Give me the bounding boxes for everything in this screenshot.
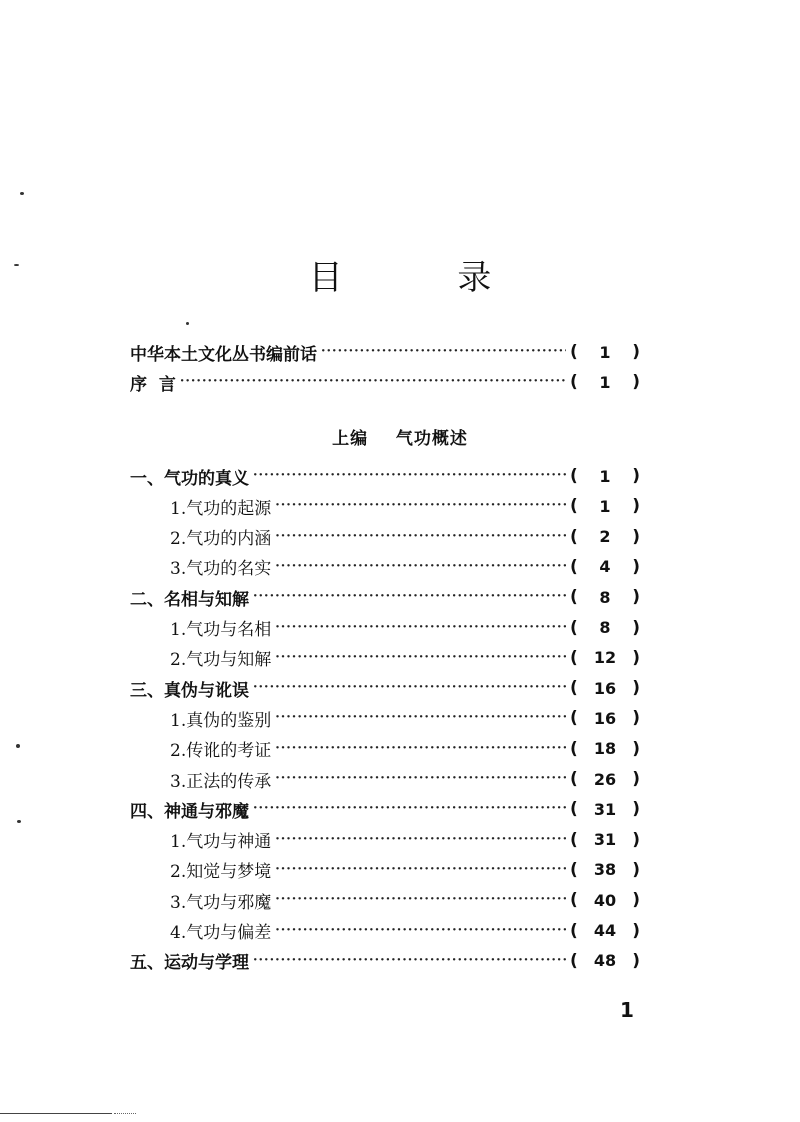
toc-entry-label: 2.气功的内涵 [170, 529, 272, 550]
page-number: 31 [593, 830, 617, 850]
toc-entry-label: 2.知觉与梦境 [170, 862, 272, 883]
dot-leader [275, 855, 566, 885]
paren-open: ( [570, 678, 578, 699]
scan-speck [14, 264, 19, 266]
toc-section-row [170, 734, 640, 764]
toc-entry-label: 三、真伪与讹误 [130, 680, 249, 701]
toc-section-row [170, 491, 640, 521]
toc-entry-label: 二、名相与知解 [130, 589, 249, 610]
toc-chapter-row [130, 794, 640, 824]
paren-close: ) [632, 799, 640, 820]
toc-chapter-row [130, 946, 640, 976]
toc-entry-label: 1.真伪的鉴别 [170, 710, 272, 731]
paren-open: ( [570, 799, 578, 820]
paren-open: ( [570, 829, 578, 850]
scan-speck [20, 192, 24, 195]
toc-chapter-row [130, 582, 640, 612]
dot-leader [275, 764, 566, 794]
toc-entry-page [570, 921, 640, 941]
dot-leader [180, 367, 566, 397]
paren-close: ) [632, 829, 640, 850]
toc-section-row [170, 552, 640, 582]
dot-leader [253, 794, 566, 824]
page-number: 1 [599, 342, 611, 362]
page-title: 目 录 [308, 258, 544, 298]
dot-leader [275, 491, 566, 521]
paren-close: ) [632, 950, 640, 971]
paren-close: ) [632, 890, 640, 911]
page-number: 2 [599, 527, 611, 547]
paren-open: ( [570, 890, 578, 911]
page-number: 16 [593, 708, 617, 728]
toc-entry-page [570, 648, 640, 668]
page-number: 12 [593, 648, 617, 668]
paren-close: ) [632, 496, 640, 517]
scan-speck [186, 322, 189, 325]
page-number: 18 [593, 739, 617, 759]
toc-front-matter-row [130, 367, 640, 397]
paren-close: ) [632, 372, 640, 392]
toc-section-row [170, 703, 640, 733]
toc-entry-page [570, 708, 640, 728]
toc-entry-label: 3.气功的名实 [170, 559, 272, 580]
page-number: 8 [599, 618, 611, 637]
footer-rule [0, 1113, 112, 1114]
toc-chapter-row [130, 461, 640, 491]
part-heading [0, 424, 800, 449]
page-number: 44 [593, 921, 617, 940]
paren-open: ( [570, 769, 578, 789]
paren-open: ( [570, 372, 578, 392]
paren-open: ( [570, 496, 578, 517]
dot-leader [275, 552, 566, 582]
paren-open: ( [570, 859, 578, 880]
toc-entry-page [570, 466, 640, 486]
paren-open: ( [570, 738, 578, 759]
dot-leader [275, 643, 566, 673]
paren-close: ) [632, 466, 640, 486]
paren-close: ) [632, 587, 640, 608]
toc-section-row [170, 764, 640, 794]
toc-entry-label: 2.传讹的考证 [170, 741, 272, 762]
paren-close: ) [632, 342, 640, 362]
toc-section-row [170, 885, 640, 915]
paren-close: ) [632, 920, 640, 941]
paren-close: ) [632, 859, 640, 880]
part-name: 气功概述 [395, 429, 468, 449]
paren-close: ) [632, 738, 640, 759]
toc-section-row [170, 613, 640, 643]
toc-entry-page [570, 372, 640, 392]
scan-speck [16, 744, 20, 748]
paren-open: ( [570, 617, 578, 638]
page-number: 1 [599, 372, 611, 392]
page-number: 1 [599, 466, 611, 486]
toc-entry-page [570, 739, 640, 759]
toc-entry-page [570, 557, 640, 577]
paren-open: ( [570, 708, 578, 729]
dot-leader [275, 613, 566, 643]
toc-entry-page [570, 951, 640, 971]
paren-close: ) [632, 556, 640, 577]
part-label: 上编 [332, 429, 369, 449]
page-number: 8 [599, 587, 611, 607]
toc-entry-label: 序 言 [130, 374, 176, 395]
dot-leader [275, 825, 566, 855]
toc-section-row [170, 916, 640, 946]
dot-leader [275, 522, 566, 552]
paren-close: ) [632, 678, 640, 699]
paren-close: ) [632, 708, 640, 729]
paren-open: ( [570, 556, 578, 577]
toc-chapter-row [130, 673, 640, 703]
footer-rule-dash [114, 1113, 136, 1115]
toc-entry-page [570, 890, 640, 910]
page-number: 38 [593, 860, 617, 880]
toc-entry-page [570, 527, 640, 547]
toc-front-matter-row [130, 337, 640, 367]
dot-leader [321, 337, 566, 367]
paren-open: ( [570, 647, 578, 668]
dot-leader [275, 703, 566, 733]
toc-entry-label: 1.气功与神通 [170, 832, 272, 853]
paren-close: ) [632, 526, 640, 547]
toc-entry-label: 1.气功的起源 [170, 498, 272, 519]
paren-open: ( [570, 587, 578, 608]
dot-leader [253, 946, 566, 976]
toc-section-row [170, 825, 640, 855]
dot-leader [253, 461, 566, 491]
toc-entry-label: 3.正法的传承 [170, 771, 272, 792]
paren-close: ) [632, 769, 640, 789]
page-number: 26 [593, 769, 617, 789]
paren-open: ( [570, 526, 578, 547]
toc-entry-page [570, 587, 640, 607]
page-folio: 1 [620, 998, 634, 1022]
page-number: 4 [599, 557, 611, 577]
toc-section-row [170, 643, 640, 673]
toc-section-row [170, 522, 640, 552]
toc-entry-label: 2.气功与知解 [170, 650, 272, 671]
dot-leader [275, 885, 566, 915]
toc-entry-page [570, 830, 640, 850]
dot-leader [253, 673, 566, 703]
paren-open: ( [570, 920, 578, 941]
toc-section-row [170, 855, 640, 885]
toc-entry-label: 中华本土文化丛书编前话 [130, 344, 317, 365]
page-number: 1 [599, 496, 611, 516]
paren-open: ( [570, 950, 578, 971]
toc-entry-page [570, 860, 640, 880]
paren-close: ) [632, 617, 640, 638]
toc-entry-label: 4.气功与偏差 [170, 923, 272, 943]
toc-entry-page [570, 769, 640, 789]
toc-entry-label: 1.气功与名相 [170, 620, 272, 640]
scan-speck [17, 820, 21, 823]
paren-close: ) [632, 647, 640, 668]
toc-entry-page [570, 678, 640, 698]
paren-open: ( [570, 466, 578, 486]
toc-entry-page [570, 342, 640, 362]
toc-entry-page [570, 799, 640, 819]
dot-leader [253, 582, 566, 612]
page-number: 31 [593, 799, 617, 819]
toc-entry-label: 四、神通与邪魔 [130, 801, 249, 822]
page-number: 48 [593, 951, 617, 971]
dot-leader [275, 916, 566, 946]
toc-entry-label: 五、运动与学理 [130, 953, 249, 974]
toc-entry-page [570, 496, 640, 516]
toc-entry-page [570, 618, 640, 638]
toc-entry-label: 3.气功与邪魔 [170, 892, 272, 913]
paren-open: ( [570, 342, 578, 362]
page-number: 40 [593, 890, 617, 910]
page-number: 16 [593, 678, 617, 698]
dot-leader [275, 734, 566, 764]
toc-entry-label: 一、气功的真义 [130, 468, 249, 489]
